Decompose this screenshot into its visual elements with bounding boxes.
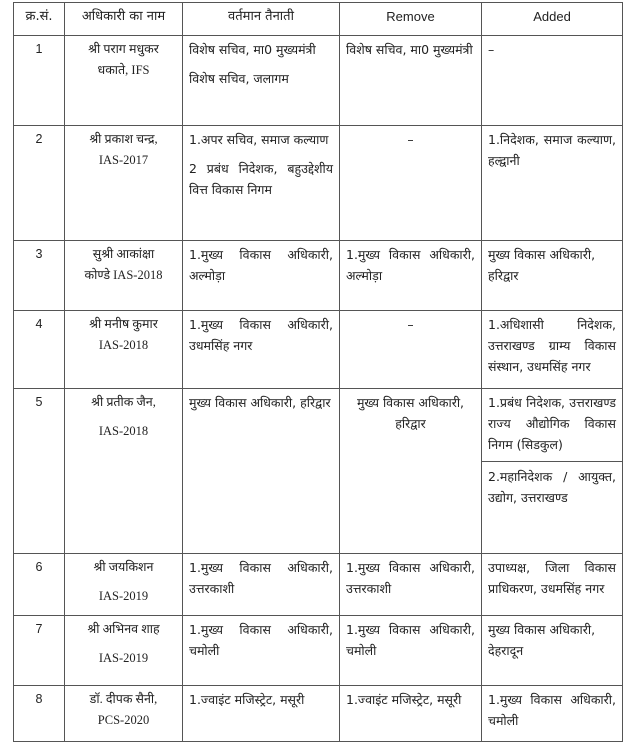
remove-cell — [340, 241, 482, 311]
remove-line: मुख्य विकास अधिकारी, हरिद्वार — [356, 395, 465, 431]
remove-cell — [340, 126, 482, 241]
posting-line: 1.मुख्य विकास अधिकारी, उधमसिंह नगर — [189, 317, 333, 353]
posting-line: मुख्य विकास अधिकारी, हरिद्वार — [189, 395, 331, 410]
current-posting-cell — [183, 389, 340, 554]
officer-service-line: IAS-2019 — [98, 589, 149, 603]
officer-name-cell — [65, 554, 183, 616]
added-line: 2.महानिदेशक / आयुक्त, उद्योग, उत्तराखण्ड — [482, 461, 622, 508]
serial-cell: 8 — [14, 686, 65, 742]
officer-name-line: डॉ. दीपक सैनी, — [89, 692, 158, 706]
officer-name-line: सुश्री आकांक्षा — [92, 247, 155, 261]
added-line: 1.निदेशक, समाज कल्याण, हल्द्वानी — [488, 132, 616, 168]
officer-service-line: धकाते, IFS — [97, 63, 150, 77]
added-cell — [482, 241, 623, 311]
table-row — [14, 126, 623, 241]
officer-name-cell — [65, 311, 183, 389]
serial-cell: 1 — [14, 36, 65, 126]
header-current-posting: वर्तमान तैनाती — [183, 3, 340, 36]
officer-name-cell — [65, 126, 183, 241]
serial-cell: 3 — [14, 241, 65, 311]
serial-cell: 2 — [14, 126, 65, 241]
header-serial: क्र.सं. — [14, 3, 65, 36]
current-posting-cell — [183, 616, 340, 686]
posting-line: 1.अपर सचिव, समाज कल्याण — [189, 132, 329, 147]
added-line: उपाध्यक्ष, जिला विकास प्राधिकरण, उधमसिंह नगर — [488, 560, 616, 596]
added-line: 1.अधिशासी निदेशक, उत्तराखण्ड ग्राम्य विकास संस्थान, उधमसिंह नगर — [488, 317, 616, 374]
remove-cell — [340, 311, 482, 389]
added-cell — [482, 389, 623, 554]
officer-service-line: कोण्डे IAS-2018 — [84, 268, 163, 282]
posting-line: विशेष सचिव, मा0 मुख्यमंत्री — [189, 42, 316, 57]
officer-name-line: श्री प्रकाश चन्द्र, — [89, 132, 158, 146]
posting-line: 1.मुख्य विकास अधिकारी, अल्मोड़ा — [189, 247, 333, 283]
remove-line: – — [407, 317, 414, 332]
header-added: Added — [482, 3, 623, 36]
officer-name-line: श्री अभिनव शाह — [87, 622, 160, 636]
posting-line: 1.मुख्य विकास अधिकारी, उत्तरकाशी — [189, 560, 333, 596]
officer-name-line: श्री जयकिशन — [93, 560, 154, 574]
remove-cell — [340, 616, 482, 686]
officer-name-cell — [65, 686, 183, 742]
remove-line: 1.मुख्य विकास अधिकारी, चमोली — [346, 622, 475, 658]
table-row — [14, 554, 623, 616]
table-row — [14, 686, 623, 742]
posting-line: 1.ज्वाइंट मजिस्ट्रेट, मसूरी — [189, 692, 305, 707]
header-name: अधिकारी का नाम — [65, 3, 183, 36]
remove-line: – — [407, 132, 414, 147]
officer-service-line: IAS-2018 — [98, 424, 149, 438]
added-line: मुख्य विकास अधिकारी, देहरादून — [488, 622, 596, 658]
serial-cell: 4 — [14, 311, 65, 389]
added-cell — [482, 126, 623, 241]
officer-name-cell — [65, 389, 183, 554]
current-posting-cell — [183, 126, 340, 241]
officer-service-line: IAS-2018 — [98, 338, 149, 352]
remove-cell — [340, 36, 482, 126]
remove-cell — [340, 554, 482, 616]
remove-line: 1.ज्वाइंट मजिस्ट्रेट, मसूरी — [346, 692, 462, 707]
posting-line: 2 प्रबंध निदेशक, बहुउद्देशीय वित्त विकास निगम — [189, 161, 333, 197]
added-cell — [482, 311, 623, 389]
remove-line: 1.मुख्य विकास अधिकारी, अल्मोड़ा — [346, 247, 475, 283]
posting-line: विशेष सचिव, जलागम — [189, 71, 289, 86]
serial-cell: 5 — [14, 389, 65, 554]
table-row — [14, 616, 623, 686]
officer-service-line: IAS-2017 — [98, 153, 149, 167]
officer-name-cell — [65, 241, 183, 311]
added-cell — [482, 686, 623, 742]
transfer-table — [13, 2, 623, 742]
added-line: 1.मुख्य विकास अधिकारी, चमोली — [488, 692, 616, 728]
header-row — [14, 3, 623, 36]
posting-line: 1.मुख्य विकास अधिकारी, चमोली — [189, 622, 333, 658]
current-posting-cell — [183, 554, 340, 616]
added-line: 1.प्रबंध निदेशक, उत्तराखण्ड राज्य औद्योगिक विकास निगम (सिडकुल) — [488, 395, 616, 452]
table-row — [14, 241, 623, 311]
current-posting-cell — [183, 36, 340, 126]
officer-name-line: श्री मनीष कुमार — [89, 317, 158, 331]
table-row — [14, 389, 623, 554]
added-line: मुख्य विकास अधिकारी, हरिद्वार — [488, 247, 596, 283]
current-posting-cell — [183, 686, 340, 742]
header-remove: Remove — [340, 3, 482, 36]
remove-line: 1.मुख्य विकास अधिकारी, उत्तरकाशी — [346, 560, 475, 596]
officer-name-cell — [65, 616, 183, 686]
added-cell — [482, 554, 623, 616]
current-posting-cell — [183, 241, 340, 311]
remove-cell — [340, 389, 482, 554]
remove-line: विशेष सचिव, मा0 मुख्यमंत्री — [346, 42, 473, 57]
current-posting-cell — [183, 311, 340, 389]
added-cell — [482, 36, 623, 126]
officer-name-line: श्री प्रतीक जैन, — [91, 395, 156, 409]
table-row — [14, 311, 623, 389]
officer-service-line: PCS-2020 — [97, 713, 150, 727]
officer-name-line: श्री पराग मधुकर — [88, 42, 159, 56]
serial-cell: 6 — [14, 554, 65, 616]
added-line: – — [488, 42, 495, 57]
remove-cell — [340, 686, 482, 742]
added-cell — [482, 616, 623, 686]
serial-cell: 7 — [14, 616, 65, 686]
officer-service-line: IAS-2019 — [98, 651, 149, 665]
table-row — [14, 36, 623, 126]
officer-name-cell — [65, 36, 183, 126]
